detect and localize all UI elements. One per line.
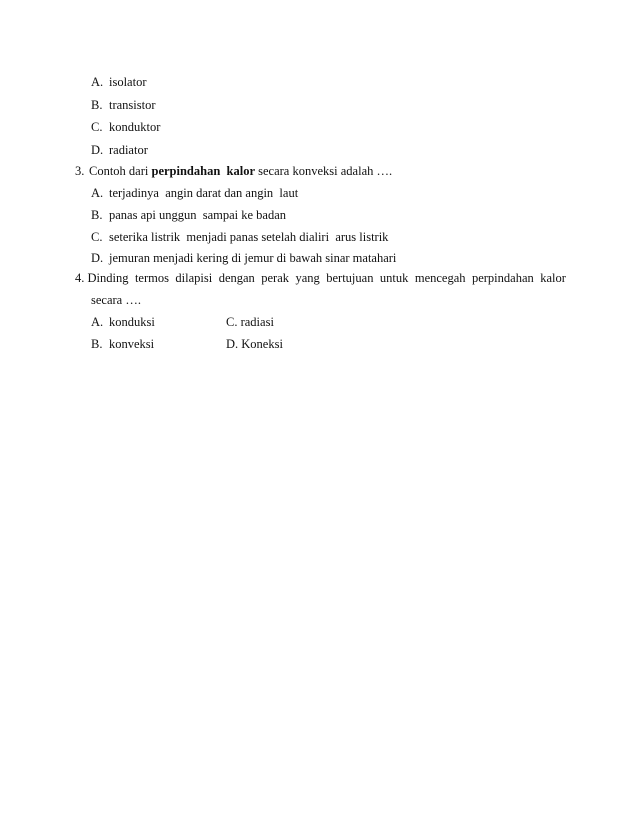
- question-4-line-2: secara ….: [91, 293, 141, 307]
- q4-option-c: [226, 315, 274, 330]
- option-letter: D.: [226, 337, 239, 351]
- option-letter: A.: [91, 315, 104, 329]
- option-text: transistor: [109, 98, 156, 112]
- word: perak: [261, 271, 290, 285]
- option-text: isolator: [109, 75, 147, 89]
- question-number: 3.: [75, 164, 85, 178]
- q3-option-c: [91, 230, 388, 245]
- question-text-after: secara konveksi adalah ….: [255, 164, 393, 178]
- q2-option-b: [91, 98, 156, 113]
- word: dilapisi: [175, 271, 213, 285]
- question-text-before: Contoh dari: [89, 164, 152, 178]
- option-text: terjadinya angin darat dan angin laut: [109, 186, 299, 200]
- option-letter: D.: [91, 251, 104, 265]
- option-text: Koneksi: [241, 337, 283, 351]
- option-text: konduktor: [109, 120, 161, 134]
- option-letter: B.: [91, 98, 103, 112]
- option-letter: A.: [91, 75, 104, 89]
- question-number: [75, 271, 128, 286]
- question-4-line-1: [75, 271, 566, 286]
- question-text-bold: perpindahan kalor: [151, 164, 256, 178]
- word: Dinding: [87, 271, 129, 285]
- option-text: radiator: [109, 143, 148, 157]
- option-text: konduksi: [109, 315, 155, 329]
- option-text: panas api unggun sampai ke badan: [109, 208, 287, 222]
- word: perpindahan: [471, 271, 534, 285]
- word: kalor: [540, 271, 566, 285]
- option-letter: C.: [91, 120, 103, 134]
- option-letter: C.: [226, 315, 238, 329]
- q3-option-a: [91, 186, 298, 201]
- word: untuk: [379, 271, 409, 285]
- option-letter: D.: [91, 143, 104, 157]
- option-letter: B.: [91, 337, 103, 351]
- q4-options-row-2: [91, 337, 391, 352]
- option-letter: A.: [91, 186, 104, 200]
- option-text: konveksi: [109, 337, 155, 351]
- q3-option-b: [91, 208, 286, 223]
- word: dengan: [218, 271, 255, 285]
- word: mencegah: [414, 271, 466, 285]
- option-text: seterika listrik menjadi panas setelah dialiri arus listrik: [109, 230, 389, 244]
- q4-options-row-1: [91, 315, 391, 330]
- question-3: [75, 164, 392, 179]
- word: termos: [134, 271, 169, 285]
- option-text: radiasi: [240, 315, 274, 329]
- q4-option-d: [226, 337, 283, 352]
- question-number-text: 4.: [75, 271, 85, 285]
- q2-option-a: [91, 75, 147, 90]
- q3-option-d: [91, 251, 396, 266]
- word: yang: [295, 271, 320, 285]
- option-text: jemuran menjadi kering di jemur di bawah sinar matahari: [109, 251, 397, 265]
- word: bertujuan: [326, 271, 374, 285]
- q2-option-d: [91, 143, 148, 158]
- q2-option-c: [91, 120, 160, 135]
- option-letter: C.: [91, 230, 103, 244]
- option-letter: B.: [91, 208, 103, 222]
